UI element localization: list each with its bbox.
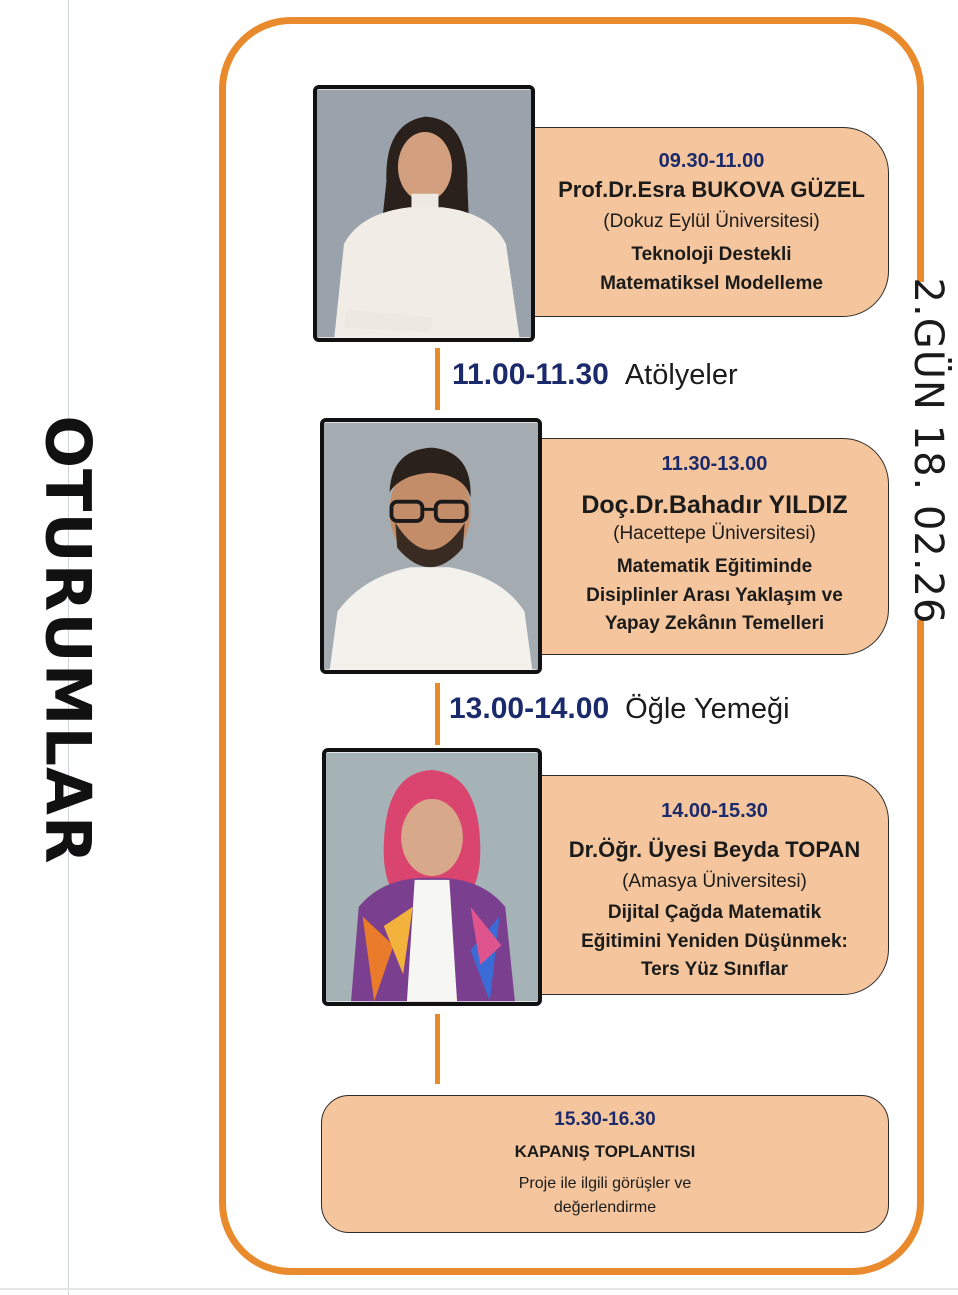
- session-topic: [535, 241, 888, 298]
- speaker-institution: (Dokuz Eylül Üniversitesi): [603, 211, 820, 232]
- closing-description-line: değerlendirme: [553, 1199, 657, 1216]
- topic-line: Eğitimini Yeniden Düşünmek:: [581, 930, 848, 952]
- speaker-photo-3: [322, 748, 542, 1006]
- closing-description: [322, 1172, 888, 1220]
- session-card-3: [540, 775, 889, 995]
- topic-line: Matematiksel Modelleme: [600, 272, 823, 294]
- portrait-image: [317, 89, 531, 338]
- break-label: Atölyeler: [624, 359, 738, 391]
- break-row-1: [452, 358, 738, 392]
- speaker-name: Dr.Öğr. Üyesi Beyda TOPAN: [568, 837, 861, 862]
- speaker-institution: (Hacettepe Üniversitesi): [613, 523, 816, 544]
- portrait-image: [326, 752, 538, 1002]
- closing-time: 15.30-16.30: [554, 1109, 656, 1130]
- break-row-2: [449, 692, 790, 726]
- portrait-image: [324, 422, 538, 670]
- topic-line: Teknoloji Destekli: [631, 244, 792, 265]
- closing-title: KAPANIŞ TOPLANTISI: [514, 1142, 696, 1161]
- session-time: 14.00-15.30: [661, 800, 768, 822]
- session-card-1: [534, 127, 889, 317]
- break-label: Öğle Yemeği: [625, 693, 790, 725]
- session-time: 09.30-11.00: [658, 150, 765, 172]
- speaker-institution: (Amasya Üniversitesi): [622, 871, 807, 892]
- timeline-connector: [435, 683, 440, 745]
- session-topic: [541, 553, 888, 639]
- topic-line: Dijital Çağda Matematik: [607, 902, 822, 923]
- topic-line: Yapay Zekânın Temelleri: [604, 613, 825, 634]
- speaker-photo-2: [320, 418, 542, 674]
- session-topic: [541, 899, 888, 985]
- timeline-connector: [435, 348, 440, 410]
- session-time: 11.30-13.00: [661, 453, 768, 475]
- break-time: 13.00-14.00: [449, 692, 610, 725]
- timeline-connector: [435, 1014, 440, 1084]
- topic-line: Ters Yüz Sınıflar: [640, 959, 789, 980]
- section-title-text: OTURUMLAR: [31, 415, 105, 865]
- day-date-text: 2.GÜN 18. 02.26: [905, 277, 951, 625]
- speaker-name: Doç.Dr.Bahadır YILDIZ: [581, 491, 848, 519]
- topic-line: Matematik Eğitiminde: [616, 556, 813, 577]
- bottom-divider-line: [0, 1288, 958, 1290]
- speaker-name: Prof.Dr.Esra BUKOVA GÜZEL: [558, 177, 865, 202]
- break-time: 11.00-11.30: [452, 358, 609, 391]
- closing-meeting-card: [321, 1095, 889, 1233]
- session-card-2: [540, 438, 889, 655]
- closing-description-line: Proje ile ilgili görüşler ve: [518, 1175, 692, 1192]
- speaker-photo-1: [313, 85, 535, 342]
- topic-line: Disiplinler Arası Yaklaşım ve: [586, 584, 843, 606]
